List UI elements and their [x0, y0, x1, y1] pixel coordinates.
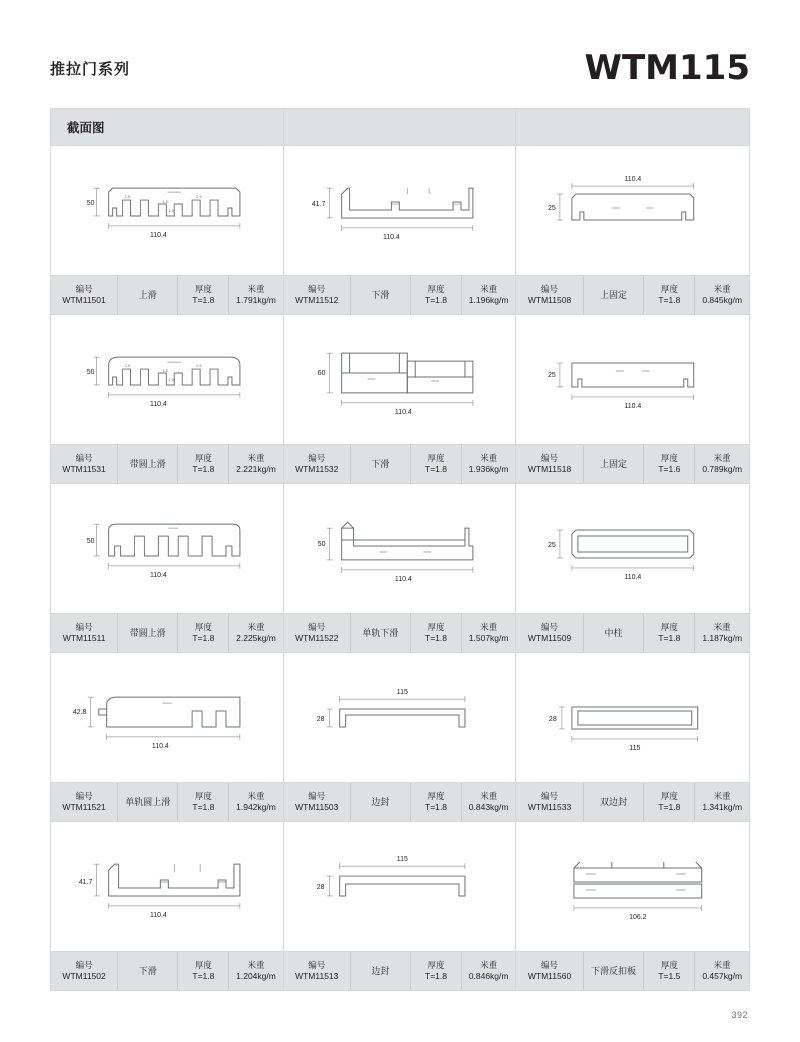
svg-text:2.5: 2.5: [124, 363, 131, 369]
info-weight-value: 1.791kg/m: [236, 295, 276, 305]
svg-text:2.5: 2.5: [124, 194, 131, 200]
info-weight: [229, 276, 282, 314]
profile-drawing-wtm11511: [51, 484, 283, 613]
info-thickness-value: T=1.8: [192, 295, 215, 305]
info-weight: [695, 614, 749, 652]
info-weight-label: 米重: [713, 283, 731, 294]
info-weight-label: 米重: [480, 621, 498, 632]
profile-drawing-wtm11509: [516, 484, 749, 613]
info-code-label: 编号: [308, 959, 326, 970]
info-name: [118, 276, 178, 314]
info-thickness-label: 厚度: [427, 790, 445, 801]
info-name-value: 边封: [371, 965, 390, 976]
info-weight-value: 1.936kg/m: [468, 464, 509, 474]
dim-width: 110.4: [624, 402, 642, 410]
info-weight-value: 0.457kg/m: [702, 971, 743, 981]
figure-cell: [51, 315, 284, 444]
info-thickness-label: 厚度: [660, 959, 678, 970]
info-name-value: 边封: [371, 796, 390, 807]
info-thickness-value: T=1.8: [425, 971, 448, 981]
info-thickness-label: 厚度: [660, 283, 678, 294]
dim-height: 41.7: [78, 879, 93, 887]
info-code: [51, 276, 118, 314]
info-thickness: [178, 276, 229, 314]
info-weight-label: 米重: [247, 283, 265, 294]
info-code-label: 编号: [75, 283, 93, 294]
info-thickness: [644, 445, 695, 483]
info-weight: [229, 952, 282, 990]
info-weight: [695, 783, 749, 821]
info-name: [584, 276, 644, 314]
info-weight-value: 0.845kg/m: [702, 295, 743, 305]
info-thickness-label: 厚度: [194, 621, 212, 632]
dim-width: 115: [396, 856, 408, 864]
info-code-value: WTM11560: [527, 971, 572, 981]
dim-height: 25: [548, 542, 557, 550]
profile-drawing-wtm11513: [284, 822, 516, 951]
info-weight: [229, 614, 282, 652]
svg-text:1.5: 1.5: [162, 199, 168, 205]
info-code-label: 编号: [75, 452, 93, 463]
page-header: [50, 44, 750, 92]
info-cell: [51, 614, 284, 652]
info-row: [51, 782, 749, 821]
info-code-value: WTM11511: [62, 633, 106, 643]
info-thickness-value: T=1.8: [192, 971, 215, 981]
info-name-value: 下滑: [371, 458, 390, 469]
info-thickness: [411, 952, 462, 990]
figure-row: [51, 821, 749, 951]
profile-drawing-wtm11501: [51, 146, 283, 275]
profile-drawing-wtm11502: [51, 822, 283, 951]
info-name: [584, 783, 644, 821]
profile-drawing-wtm11560: [516, 822, 749, 951]
info-thickness: [411, 783, 462, 821]
info-code-label: 编号: [541, 621, 559, 632]
info-code: [284, 614, 351, 652]
profile-drawing-wtm11521: [51, 653, 283, 782]
info-code-label: 编号: [541, 452, 559, 463]
info-cell: [516, 614, 749, 652]
info-cell: [51, 445, 284, 483]
info-weight: [462, 614, 515, 652]
profile-drawing-wtm11512: [284, 146, 516, 275]
band-cell-2: [284, 109, 517, 145]
info-thickness-label: 厚度: [427, 621, 445, 632]
figure-row: [51, 314, 749, 444]
info-name: [584, 952, 644, 990]
figure-row: [51, 652, 749, 782]
info-weight: [462, 276, 515, 314]
dim-width: 110.4: [624, 573, 642, 581]
info-weight: [229, 783, 282, 821]
info-row: [51, 444, 749, 483]
info-code-value: WTM11509: [527, 633, 572, 643]
info-weight-value: 1.187kg/m: [702, 633, 743, 643]
info-thickness-label: 厚度: [427, 283, 445, 294]
info-weight: [462, 445, 515, 483]
info-name: [118, 614, 178, 652]
info-code: [51, 952, 118, 990]
info-weight: [695, 276, 749, 314]
info-thickness: [644, 783, 695, 821]
info-weight-value: 1.507kg/m: [468, 633, 509, 643]
info-name-value: 带圆上滑: [129, 458, 166, 469]
info-weight-label: 米重: [247, 790, 265, 801]
profile-drawing-wtm11531: [51, 315, 283, 444]
info-cell: [51, 276, 284, 314]
info-code-value: WTM11501: [62, 295, 106, 305]
info-name: [118, 445, 178, 483]
dim-height: 25: [548, 372, 557, 380]
info-name-value: 下滑: [138, 965, 157, 976]
info-name-value: 带圆上滑: [129, 627, 166, 638]
svg-text:2.5: 2.5: [196, 194, 202, 200]
info-code-value: WTM11503: [295, 802, 339, 812]
model-title: WTM115: [584, 48, 750, 88]
info-weight-label: 米重: [480, 283, 498, 294]
dim-width: 110.4: [394, 575, 412, 583]
info-thickness-value: T=1.8: [425, 633, 448, 643]
info-weight-label: 米重: [713, 790, 731, 801]
figure-cell: [516, 484, 749, 613]
dim-width: 110.4: [151, 742, 169, 750]
dim-width: 110.4: [624, 176, 642, 184]
info-thickness-value: T=1.8: [425, 295, 448, 305]
info-name-value: 上滑: [138, 289, 157, 300]
info-thickness: [178, 783, 229, 821]
info-code-label: 编号: [75, 621, 93, 632]
info-weight-label: 米重: [713, 621, 731, 632]
info-weight-value: 1.942kg/m: [236, 802, 276, 812]
info-thickness-value: T=1.5: [658, 971, 681, 981]
info-code: [516, 783, 583, 821]
info-name: [584, 614, 644, 652]
figure-cell: [516, 146, 749, 275]
info-code-value: WTM11532: [295, 464, 339, 474]
figure-row: [51, 483, 749, 613]
info-code-label: 编号: [308, 452, 326, 463]
info-code: [516, 952, 583, 990]
info-cell: [516, 445, 749, 483]
svg-text:2.5: 2.5: [196, 363, 202, 369]
dim-width: 115: [396, 689, 408, 697]
info-weight-label: 米重: [480, 452, 498, 463]
dim-height: 50: [86, 200, 95, 208]
dim-width: 110.4: [149, 231, 167, 239]
info-weight-label: 米重: [480, 959, 498, 970]
table-band-header: [51, 109, 749, 145]
info-cell: [284, 445, 517, 483]
info-thickness: [644, 276, 695, 314]
info-weight-value: 1.341kg/m: [702, 802, 743, 812]
figure-cell: [516, 653, 749, 782]
info-thickness: [411, 614, 462, 652]
info-row: [51, 613, 749, 652]
info-cell: [284, 276, 517, 314]
info-code-label: 编号: [308, 790, 326, 801]
info-code-value: WTM11502: [62, 971, 106, 981]
dim-height: 28: [316, 883, 325, 891]
info-code-value: WTM11522: [295, 633, 339, 643]
info-thickness-value: T=1.8: [658, 802, 681, 812]
dim-height: 25: [548, 205, 557, 213]
info-thickness-label: 厚度: [194, 790, 212, 801]
info-code-value: WTM11521: [62, 802, 106, 812]
profile-drawing-wtm11533: [516, 653, 749, 782]
info-weight-value: 0.789kg/m: [702, 464, 743, 474]
figure-cell: [284, 146, 517, 275]
band-label-section-view: 截面图: [67, 121, 105, 135]
info-code-label: 编号: [75, 959, 93, 970]
info-name-value: 下滑反扣板: [591, 965, 637, 976]
page-number: 392: [731, 1010, 748, 1020]
figure-cell: [51, 822, 284, 951]
info-thickness-label: 厚度: [427, 959, 445, 970]
info-weight: [462, 952, 515, 990]
info-name: [351, 783, 411, 821]
info-weight-label: 米重: [247, 621, 265, 632]
dim-width: 110.4: [394, 408, 412, 416]
dim-height: 50: [86, 538, 95, 546]
info-code-label: 编号: [308, 283, 326, 294]
info-thickness-value: T=1.8: [192, 464, 215, 474]
info-code: [516, 614, 583, 652]
info-code-value: WTM11513: [295, 971, 339, 981]
info-name: [118, 783, 178, 821]
info-weight-value: 2.221kg/m: [236, 464, 276, 474]
figure-cell: [51, 653, 284, 782]
info-code-value: WTM11508: [527, 295, 572, 305]
info-weight-value: 0.846kg/m: [468, 971, 509, 981]
svg-text:1.5: 1.5: [168, 376, 174, 382]
info-weight: [229, 445, 282, 483]
info-thickness-value: T=1.8: [658, 295, 681, 305]
info-code-value: WTM11518: [527, 464, 572, 474]
info-thickness: [411, 276, 462, 314]
info-row: [51, 951, 749, 990]
info-weight-label: 米重: [247, 452, 265, 463]
info-thickness: [411, 445, 462, 483]
info-weight-label: 米重: [713, 452, 731, 463]
info-code: [284, 276, 351, 314]
info-thickness-value: T=1.8: [425, 464, 448, 474]
figure-cell: [51, 146, 284, 275]
info-weight-label: 米重: [480, 790, 498, 801]
info-name-value: 下滑: [371, 289, 390, 300]
info-code-value: WTM11531: [62, 464, 106, 474]
info-row: [51, 275, 749, 314]
info-name: [351, 445, 411, 483]
info-thickness-label: 厚度: [194, 452, 212, 463]
info-thickness: [644, 614, 695, 652]
dim-height: 28: [549, 715, 558, 723]
figure-cell: [284, 653, 517, 782]
info-code: [516, 276, 583, 314]
info-code: [51, 783, 118, 821]
info-weight-label: 米重: [713, 959, 731, 970]
figure-cell: [51, 484, 284, 613]
info-code: [51, 614, 118, 652]
info-thickness-label: 厚度: [194, 283, 212, 294]
info-weight-label: 米重: [247, 959, 265, 970]
profile-drawing-wtm11522: [284, 484, 516, 613]
profile-drawing-wtm11532: [284, 315, 516, 444]
info-thickness-value: T=1.8: [192, 802, 215, 812]
info-thickness-label: 厚度: [660, 621, 678, 632]
info-name-value: 上固定: [600, 458, 628, 469]
dim-height: 50: [317, 541, 326, 549]
info-thickness-value: T=1.8: [658, 633, 681, 643]
info-thickness: [178, 445, 229, 483]
dim-width: 110.4: [149, 911, 167, 919]
info-thickness: [644, 952, 695, 990]
figure-cell: [284, 822, 517, 951]
info-weight-value: 0.843kg/m: [468, 802, 509, 812]
info-thickness-label: 厚度: [660, 452, 678, 463]
info-cell: [516, 276, 749, 314]
info-code-label: 编号: [541, 959, 559, 970]
info-thickness: [178, 614, 229, 652]
info-cell: [284, 783, 517, 821]
dim-width: 110.4: [149, 571, 167, 579]
info-name-value: 单轨下滑: [362, 627, 399, 638]
info-weight: [695, 952, 749, 990]
info-cell: [516, 783, 749, 821]
info-weight-value: 1.204kg/m: [236, 971, 276, 981]
profile-drawing-wtm11518: [516, 315, 749, 444]
figure-cell: [284, 484, 517, 613]
info-name-value: 单轨圆上滑: [125, 796, 171, 807]
svg-text:1.5: 1.5: [168, 207, 174, 213]
series-title: 推拉门系列: [50, 60, 131, 78]
info-name: [118, 952, 178, 990]
info-thickness-label: 厚度: [660, 790, 678, 801]
dim-height: 41.7: [311, 201, 326, 209]
info-code: [516, 445, 583, 483]
figure-cell: [284, 315, 517, 444]
info-cell: [51, 952, 284, 990]
info-thickness-value: T=1.8: [192, 633, 215, 643]
info-thickness-label: 厚度: [427, 452, 445, 463]
info-code-label: 编号: [308, 621, 326, 632]
dim-height: 60: [317, 370, 326, 378]
info-name: [584, 445, 644, 483]
info-code: [284, 445, 351, 483]
info-name: [351, 614, 411, 652]
info-cell: [51, 783, 284, 821]
figure-cell: [516, 315, 749, 444]
info-code: [284, 783, 351, 821]
info-thickness: [178, 952, 229, 990]
dim-height: 28: [316, 715, 325, 723]
info-name-value: 双边封: [600, 796, 628, 807]
profile-drawing-wtm11508: [516, 146, 749, 275]
info-weight-value: 1.196kg/m: [468, 295, 509, 305]
info-thickness-value: T=1.6: [658, 464, 681, 474]
dim-width: 110.4: [149, 400, 167, 408]
svg-text:1.5: 1.5: [162, 368, 168, 374]
info-name: [351, 952, 411, 990]
info-code-label: 编号: [541, 283, 559, 294]
figure-cell: [516, 822, 749, 951]
info-thickness-value: T=1.8: [425, 802, 448, 812]
figure-row: [51, 145, 749, 275]
info-weight: [462, 783, 515, 821]
band-cell-1: [51, 109, 284, 145]
info-cell: [284, 614, 517, 652]
dim-width: 106.2: [629, 913, 647, 921]
dim-height: 42.8: [72, 709, 87, 717]
info-code-label: 编号: [541, 790, 559, 801]
profile-drawing-wtm11503: [284, 653, 516, 782]
info-code-label: 编号: [75, 790, 93, 801]
dim-width: 110.4: [382, 233, 400, 241]
info-name-value: 上固定: [600, 289, 628, 300]
info-code-value: WTM11512: [295, 295, 339, 305]
info-cell: [284, 952, 517, 990]
info-cell: [516, 952, 749, 990]
dim-width: 115: [629, 744, 641, 752]
info-thickness-label: 厚度: [194, 959, 212, 970]
band-cell-3: [516, 109, 749, 145]
dim-height: 50: [86, 369, 95, 377]
info-name-value: 中柱: [604, 627, 623, 638]
info-weight: [695, 445, 749, 483]
info-code: [284, 952, 351, 990]
info-code: [51, 445, 118, 483]
profile-table: [50, 108, 750, 991]
info-name: [351, 276, 411, 314]
info-code-value: WTM11533: [527, 802, 572, 812]
info-weight-value: 2.225kg/m: [236, 633, 276, 643]
